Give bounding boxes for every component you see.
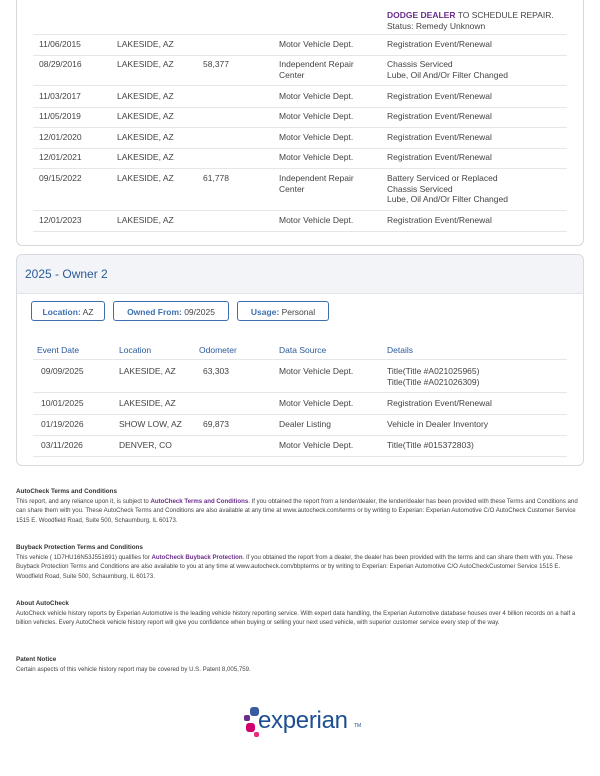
cell-date: 01/19/2026	[41, 419, 84, 429]
cell-location: LAKESIDE, AZ	[117, 173, 174, 183]
about-heading: About AutoCheck	[16, 600, 69, 607]
buyback-link[interactable]: AutoCheck Buyback Protection	[151, 554, 243, 562]
cell-location: LAKESIDE, AZ	[117, 152, 174, 162]
cell-source: Motor Vehicle Dept.	[279, 91, 354, 101]
cell-source: Motor Vehicle Dept.	[279, 215, 354, 225]
cell-details: Registration Event/Renewal	[387, 91, 492, 101]
cell-date: 12/01/2023	[39, 215, 82, 225]
buyback-heading: Buyback Protection Terms and Conditions	[16, 544, 143, 551]
cell-details: Title(Title #015372803)	[387, 440, 474, 450]
patent-text: Certain aspects of this vehicle history report may be covered by U.S. Patent 8,005,759.	[16, 666, 251, 674]
recall-status: Status: Remedy Unknown	[387, 21, 486, 31]
col-details: Details	[387, 345, 413, 355]
col-odometer: Odometer	[199, 345, 237, 355]
table-row	[33, 34, 567, 56]
cell-source: Motor Vehicle Dept.	[279, 440, 354, 450]
cell-date: 09/09/2025	[41, 366, 84, 376]
table-row	[33, 393, 567, 415]
cell-date: 10/01/2025	[41, 398, 84, 408]
table-row	[33, 147, 567, 169]
cell-source: Motor Vehicle Dept.	[279, 366, 354, 376]
cell-odometer: 69,873	[203, 419, 229, 429]
table-row	[33, 54, 567, 86]
cell-details: Battery Serviced or Replaced Chassis Serviced Lube, Oil And/Or Filter Changed	[387, 173, 508, 204]
cell-source: Motor Vehicle Dept.	[279, 132, 354, 142]
cell-details: Registration Event/Renewal	[387, 398, 492, 408]
cell-date: 11/06/2015	[39, 39, 81, 49]
cell-details: Registration Event/Renewal	[387, 111, 492, 121]
terms-section	[16, 487, 584, 525]
history-card-owner-1	[16, 0, 584, 246]
cell-source: Motor Vehicle Dept.	[279, 152, 354, 162]
terms-link[interactable]: AutoCheck Terms and Conditions	[150, 498, 249, 506]
buyback-section	[16, 543, 584, 581]
terms-heading: AutoCheck Terms and Conditions	[16, 488, 117, 495]
cell-location: LAKESIDE, AZ	[117, 132, 174, 142]
table-row	[33, 210, 567, 232]
cell-details: Registration Event/Renewal	[387, 215, 492, 225]
patent-heading: Patent Notice	[16, 656, 57, 663]
logo-dot	[246, 723, 255, 732]
cell-source: Independent Repair Center	[279, 173, 354, 194]
usage-pill: Usage: Personal	[237, 301, 329, 321]
table-row	[33, 106, 567, 128]
about-section	[16, 599, 584, 628]
cell-date: 12/01/2020	[39, 132, 82, 142]
cell-source: Motor Vehicle Dept.	[279, 111, 354, 121]
table-row	[33, 168, 567, 211]
cell-location: LAKESIDE, AZ	[119, 366, 176, 376]
owned-from-pill: Owned From: 09/2025	[113, 301, 229, 321]
cell-location: LAKESIDE, AZ	[117, 59, 174, 69]
cell-details: Registration Event/Renewal	[387, 152, 492, 162]
owner-2-card	[16, 254, 584, 466]
cell-odometer: 58,377	[203, 59, 229, 69]
cell-location: LAKESIDE, AZ	[117, 39, 174, 49]
table-row	[33, 86, 567, 108]
cell-source: Motor Vehicle Dept.	[279, 39, 354, 49]
owner-header	[17, 255, 583, 294]
col-data-source: Data Source	[279, 345, 327, 355]
logo-dot	[244, 715, 250, 721]
cell-date: 09/15/2022	[39, 173, 82, 183]
cell-details: Title(Title #A021025965) Title(Title #A021026309)	[387, 366, 480, 387]
col-event-date: Event Date	[37, 345, 80, 355]
cell-source: Independent Repair Center	[279, 59, 354, 80]
table-row	[33, 414, 567, 436]
dealer-name: DODGE DEALER	[387, 10, 456, 20]
patent-section	[16, 655, 584, 674]
about-text: AutoCheck vehicle history reports by Experian Automotive is the leading vehicle history reporting service. With expert data handling, the Experian Automotive database houses over 4 billion records on a half a billion vehicles. Every AutoCheck vehicle history report will give you confidence when buying or selling your next used vehicle, with superior customer service every step of the way.	[16, 610, 576, 627]
cell-date: 03/11/2026	[41, 440, 83, 450]
logo-text: experian	[258, 707, 348, 734]
owner-title: 2025 - Owner 2	[25, 267, 108, 281]
buyback-text: This vehicle ( 1D7HU16N53J551691) qualifies for AutoCheck Buyback Protection. If you obtained the report from a dealer, the dealer has been provided with the terms and can share them with you. These Buyback Protection Terms and Conditions are also available to you at any time at www.autocheck.com/bbpterms or by writing to Experian: Experian Automotive C/O AutoCheckCustomer Service 1515 E. Woodfield Road, Suite 500, Schaumburg, IL 60173.	[16, 554, 573, 580]
cell-location: LAKESIDE, AZ	[119, 398, 176, 408]
cell-details: Registration Event/Renewal	[387, 39, 492, 49]
table-row-top	[33, 6, 567, 35]
logo-tm: TM	[354, 723, 362, 729]
cell-source: Dealer Listing	[279, 419, 331, 429]
cell-location: LAKESIDE, AZ	[117, 111, 174, 121]
cell-date: 12/01/2021	[39, 152, 82, 162]
cell-details: Vehicle in Dealer Inventory	[387, 419, 489, 429]
table-header	[33, 341, 567, 360]
location-pill: Location: AZ	[31, 301, 105, 321]
cell-location: DENVER, CO	[119, 440, 172, 450]
cell-details: Chassis Serviced Lube, Oil And/Or Filter Changed	[387, 59, 508, 80]
cell-odometer: 61,778	[203, 173, 229, 183]
recall-note: DODGE DEALER TO SCHEDULE REPAIR. Status: Remedy Unknown	[387, 10, 554, 31]
col-location: Location	[119, 345, 152, 355]
cell-location: SHOW LOW, AZ	[119, 419, 182, 429]
cell-location: LAKESIDE, AZ	[117, 91, 174, 101]
cell-source: Motor Vehicle Dept.	[279, 398, 354, 408]
cell-date: 08/29/2016	[39, 59, 82, 69]
cell-location: LAKESIDE, AZ	[117, 215, 174, 225]
cell-date: 11/03/2017	[39, 91, 81, 101]
cell-date: 11/05/2019	[39, 111, 81, 121]
cell-details: Registration Event/Renewal	[387, 132, 492, 142]
table-row	[33, 435, 567, 457]
table-row	[33, 361, 567, 393]
experian-logo	[244, 703, 364, 743]
table-row	[33, 127, 567, 149]
cell-odometer: 63,303	[203, 366, 229, 376]
terms-text: This report, and any reliance upon it, is subject to AutoCheck Terms and Conditions. If you obtained the report from a lender/dealer, the lender/dealer has been provided with these Terms and Conditions and can share them with you. These AutoCheck Terms and Conditions are also available at any time at www.autocheck.com/terms or by writing to Experian: Experian Automotive C/O AutoCheck Customer Service 1515 E. Woodfield Road, Suite 500, Schaumburg, IL 60173.	[16, 498, 578, 524]
